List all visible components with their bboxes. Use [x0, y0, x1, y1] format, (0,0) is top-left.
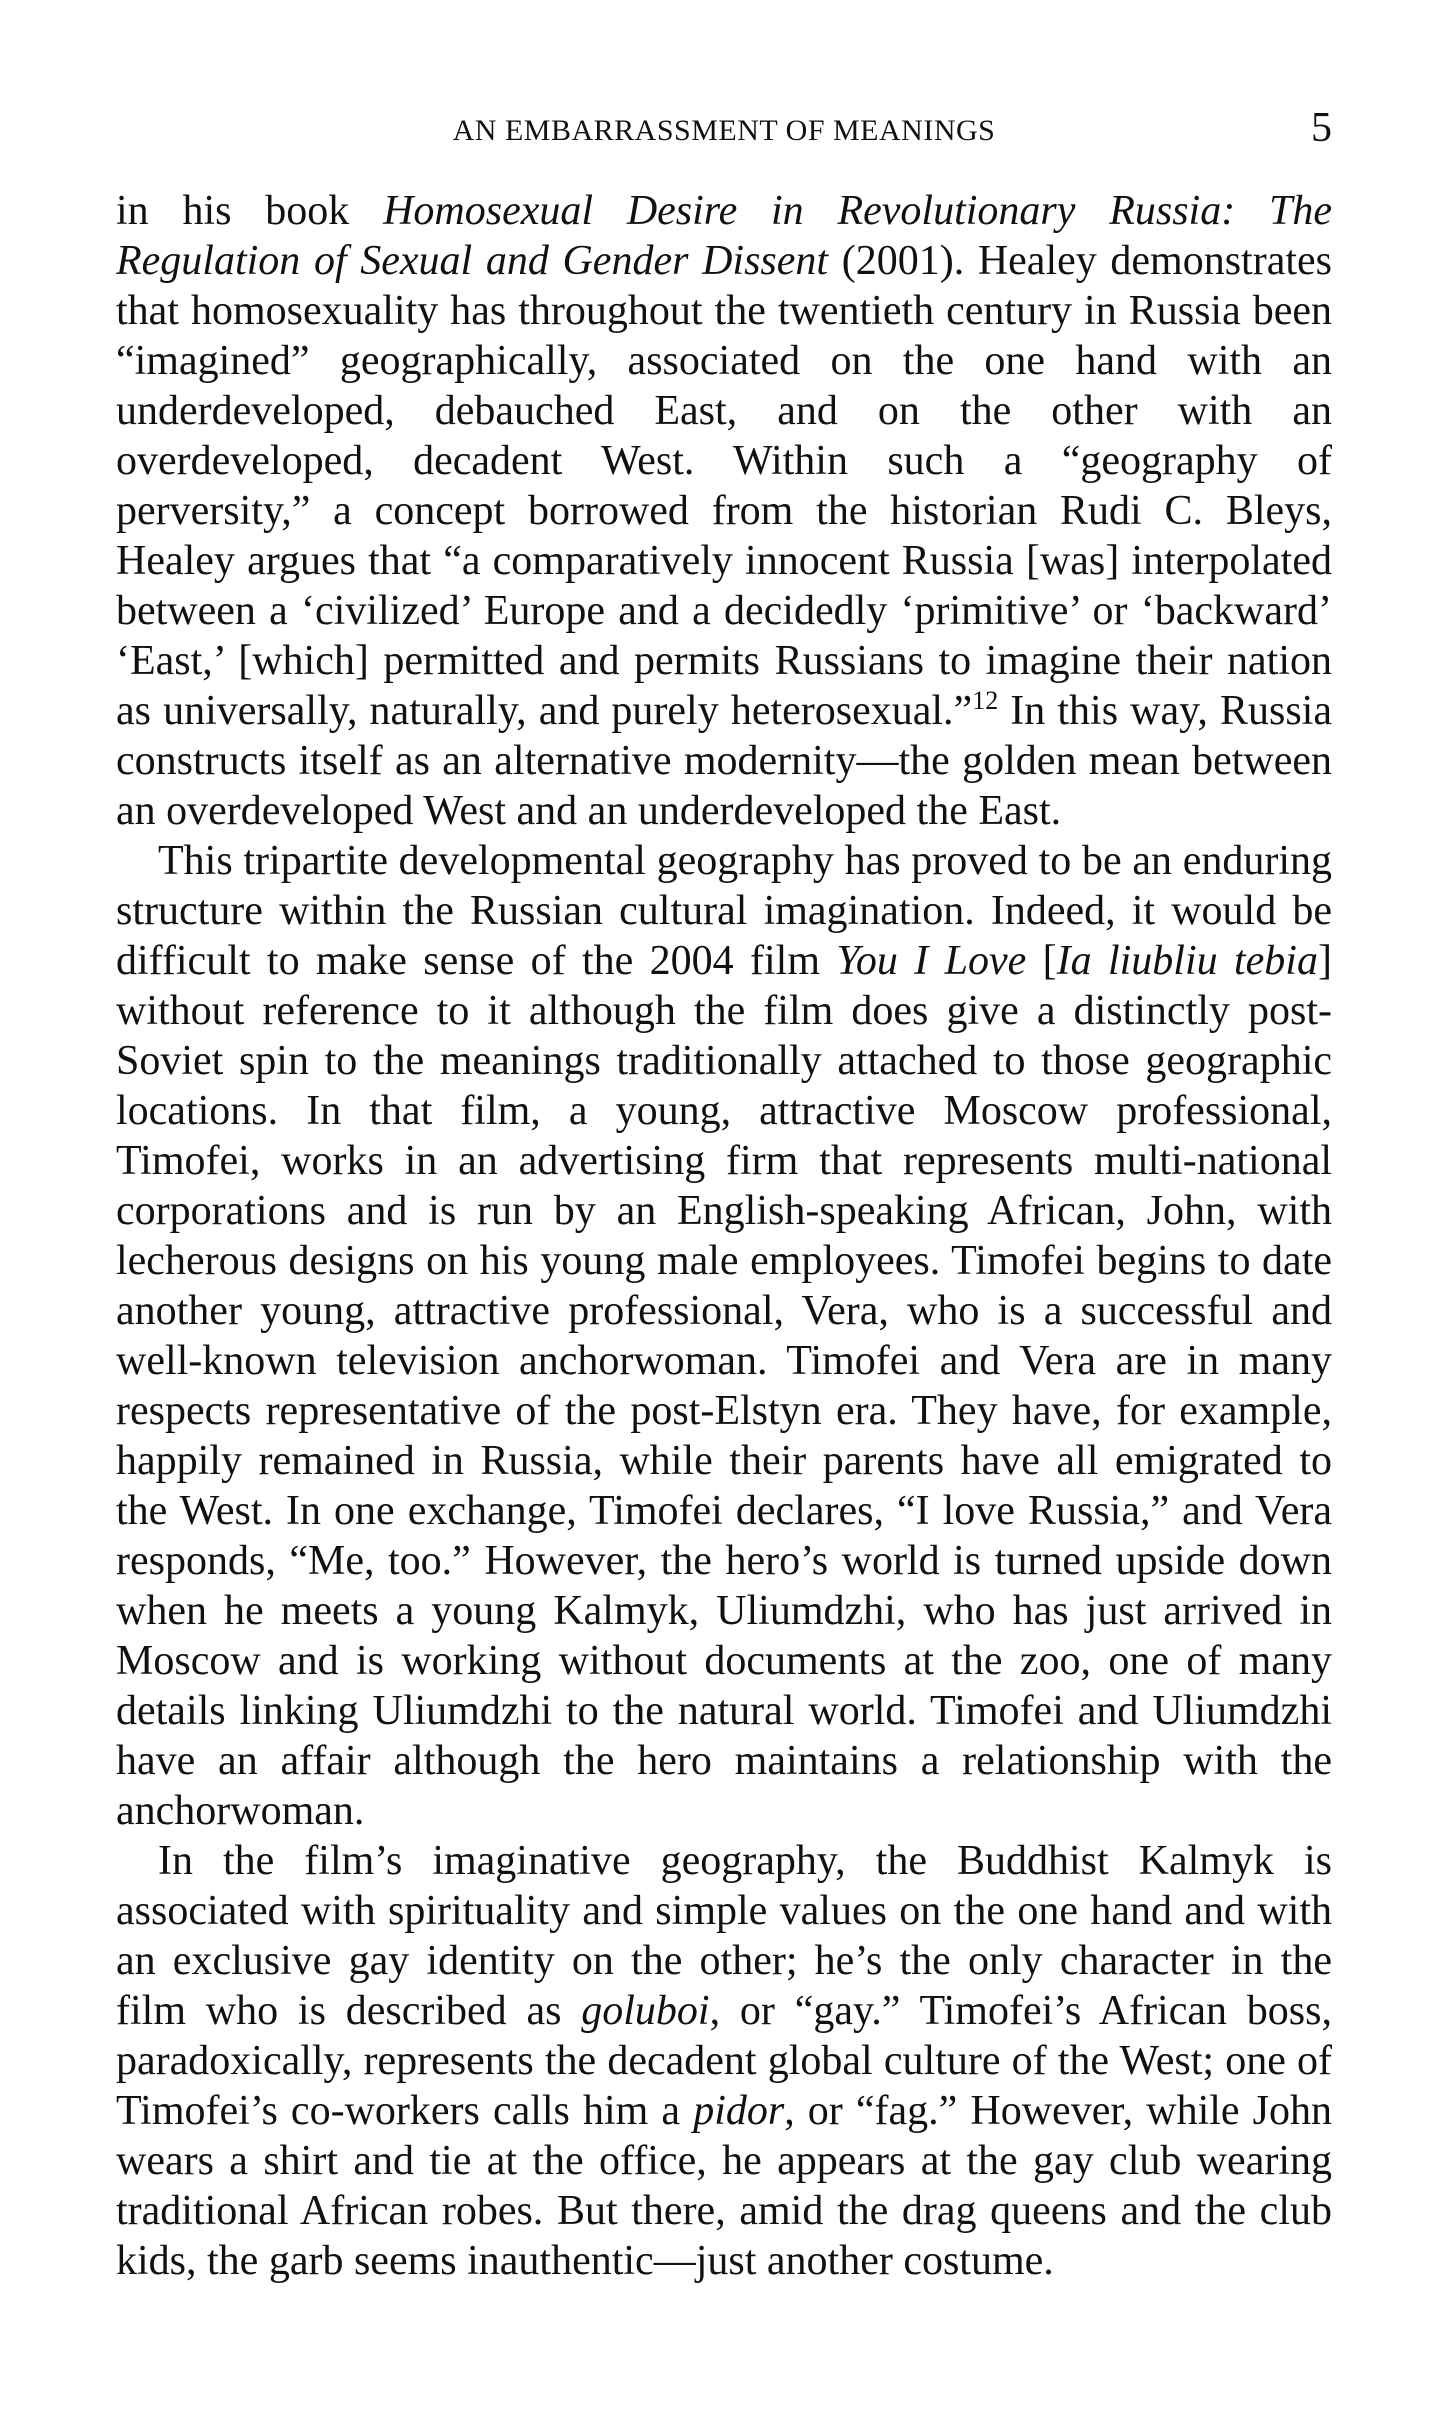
- text-run: [: [1026, 938, 1057, 984]
- text-run: In the film’s imaginative geography, the Buddhist Kalmyk is associated with spirituality and simple values on the one hand and with an exclusive gay identity on the other; he’s the only character in the film who is described as: [116, 1838, 1332, 2034]
- text-run: ] without reference to it although the film does give a distinctly post-Soviet spin to the meanings traditionally attached to those geographic locations. In that film, a young, attractive Moscow professional, Timofei, works in an advertising firm that represents multi-national corporations and is run by an English-speaking African, John, with lecherous designs on his young male employees. Timofei begins to date another young, attractive professional, Vera, who is a successful and well-known television anchorwoman. Timofei and Vera are in many respects representative of the post-Elstyn era. They have, for example, happily remained in Russia, while their parents have all emigrated to the West. In one exchange, Timofei declares, “I love Russia,” and Vera responds, “Me, too.” However, the hero’s world is turned upside down when he meets a young Kalmyk, Uliumdzhi, who has just arrived in Moscow and is working without documents at the zoo, one of many details linking Uliumdzhi to the natural world. Timofei and Uliumdzhi have an affair although the hero maintains a relationship with the anchorwoman.: [116, 938, 1332, 1834]
- italic-term-pidor: pidor: [693, 2088, 785, 2134]
- text-run: (2001). Healey demonstrates that homosexuality has throughout the twentieth century in Russia been “imagined” geographically, associated on the one hand with an underdeveloped, debauched East, and on the other with an overdeveloped, decadent West. Within such a “geography of perversity,” a concept borrowed from the historian Rudi C. Bleys, Healey argues that “a comparatively innocent Russia [was] interpolated between a ‘civilized’ Europe and a decidedly ‘primitive’ or ‘backward’ ‘East,’ [which] permitted and permits Russians to imagine their nation as universally, naturally, and purely heterosexual.”: [116, 238, 1332, 734]
- italic-term-goluboi: goluboi: [581, 1988, 710, 2034]
- italic-film-title: You I Love: [836, 938, 1027, 984]
- running-header: [116, 100, 1332, 160]
- running-title: AN EMBARRASSMENT OF MEANINGS: [452, 114, 996, 147]
- italic-russian-title: Ia liubliu tebia: [1056, 938, 1318, 984]
- italic-book-title: Homosexual Desire in Revolutionary Russia: The Regulation of Sexual and Gender Dissent: [116, 188, 1332, 284]
- text-run: in his book: [116, 188, 384, 234]
- text-run: In this way, Russia constructs itself as an alternative modernity—the golden mean between an overdeveloped West and an underdeveloped the East.: [116, 688, 1332, 834]
- body-paragraph-3: [116, 1836, 1332, 2286]
- page-number: 5: [1311, 105, 1332, 151]
- book-page: [116, 100, 1332, 2286]
- footnote-marker: 12: [972, 686, 999, 715]
- text-run: , or “gay.” Timofei’s African boss, paradoxically, represents the decadent global culture of the West; one of Timofei’s co-workers calls him a: [116, 1988, 1332, 2134]
- text-run: This tripartite developmental geography has proved to be an enduring structure within the Russian cultural imagination. Indeed, it would be difficult to make sense of the 2004 film: [116, 838, 1332, 984]
- body-paragraph-2: [116, 836, 1332, 1836]
- body-paragraph-1: [116, 186, 1332, 836]
- text-run: , or “fag.” However, while John wears a shirt and tie at the office, he appears at the gay club wearing traditional African robes. But there, amid the drag queens and the club kids, the garb seems inauthentic—just another costume.: [116, 2088, 1332, 2284]
